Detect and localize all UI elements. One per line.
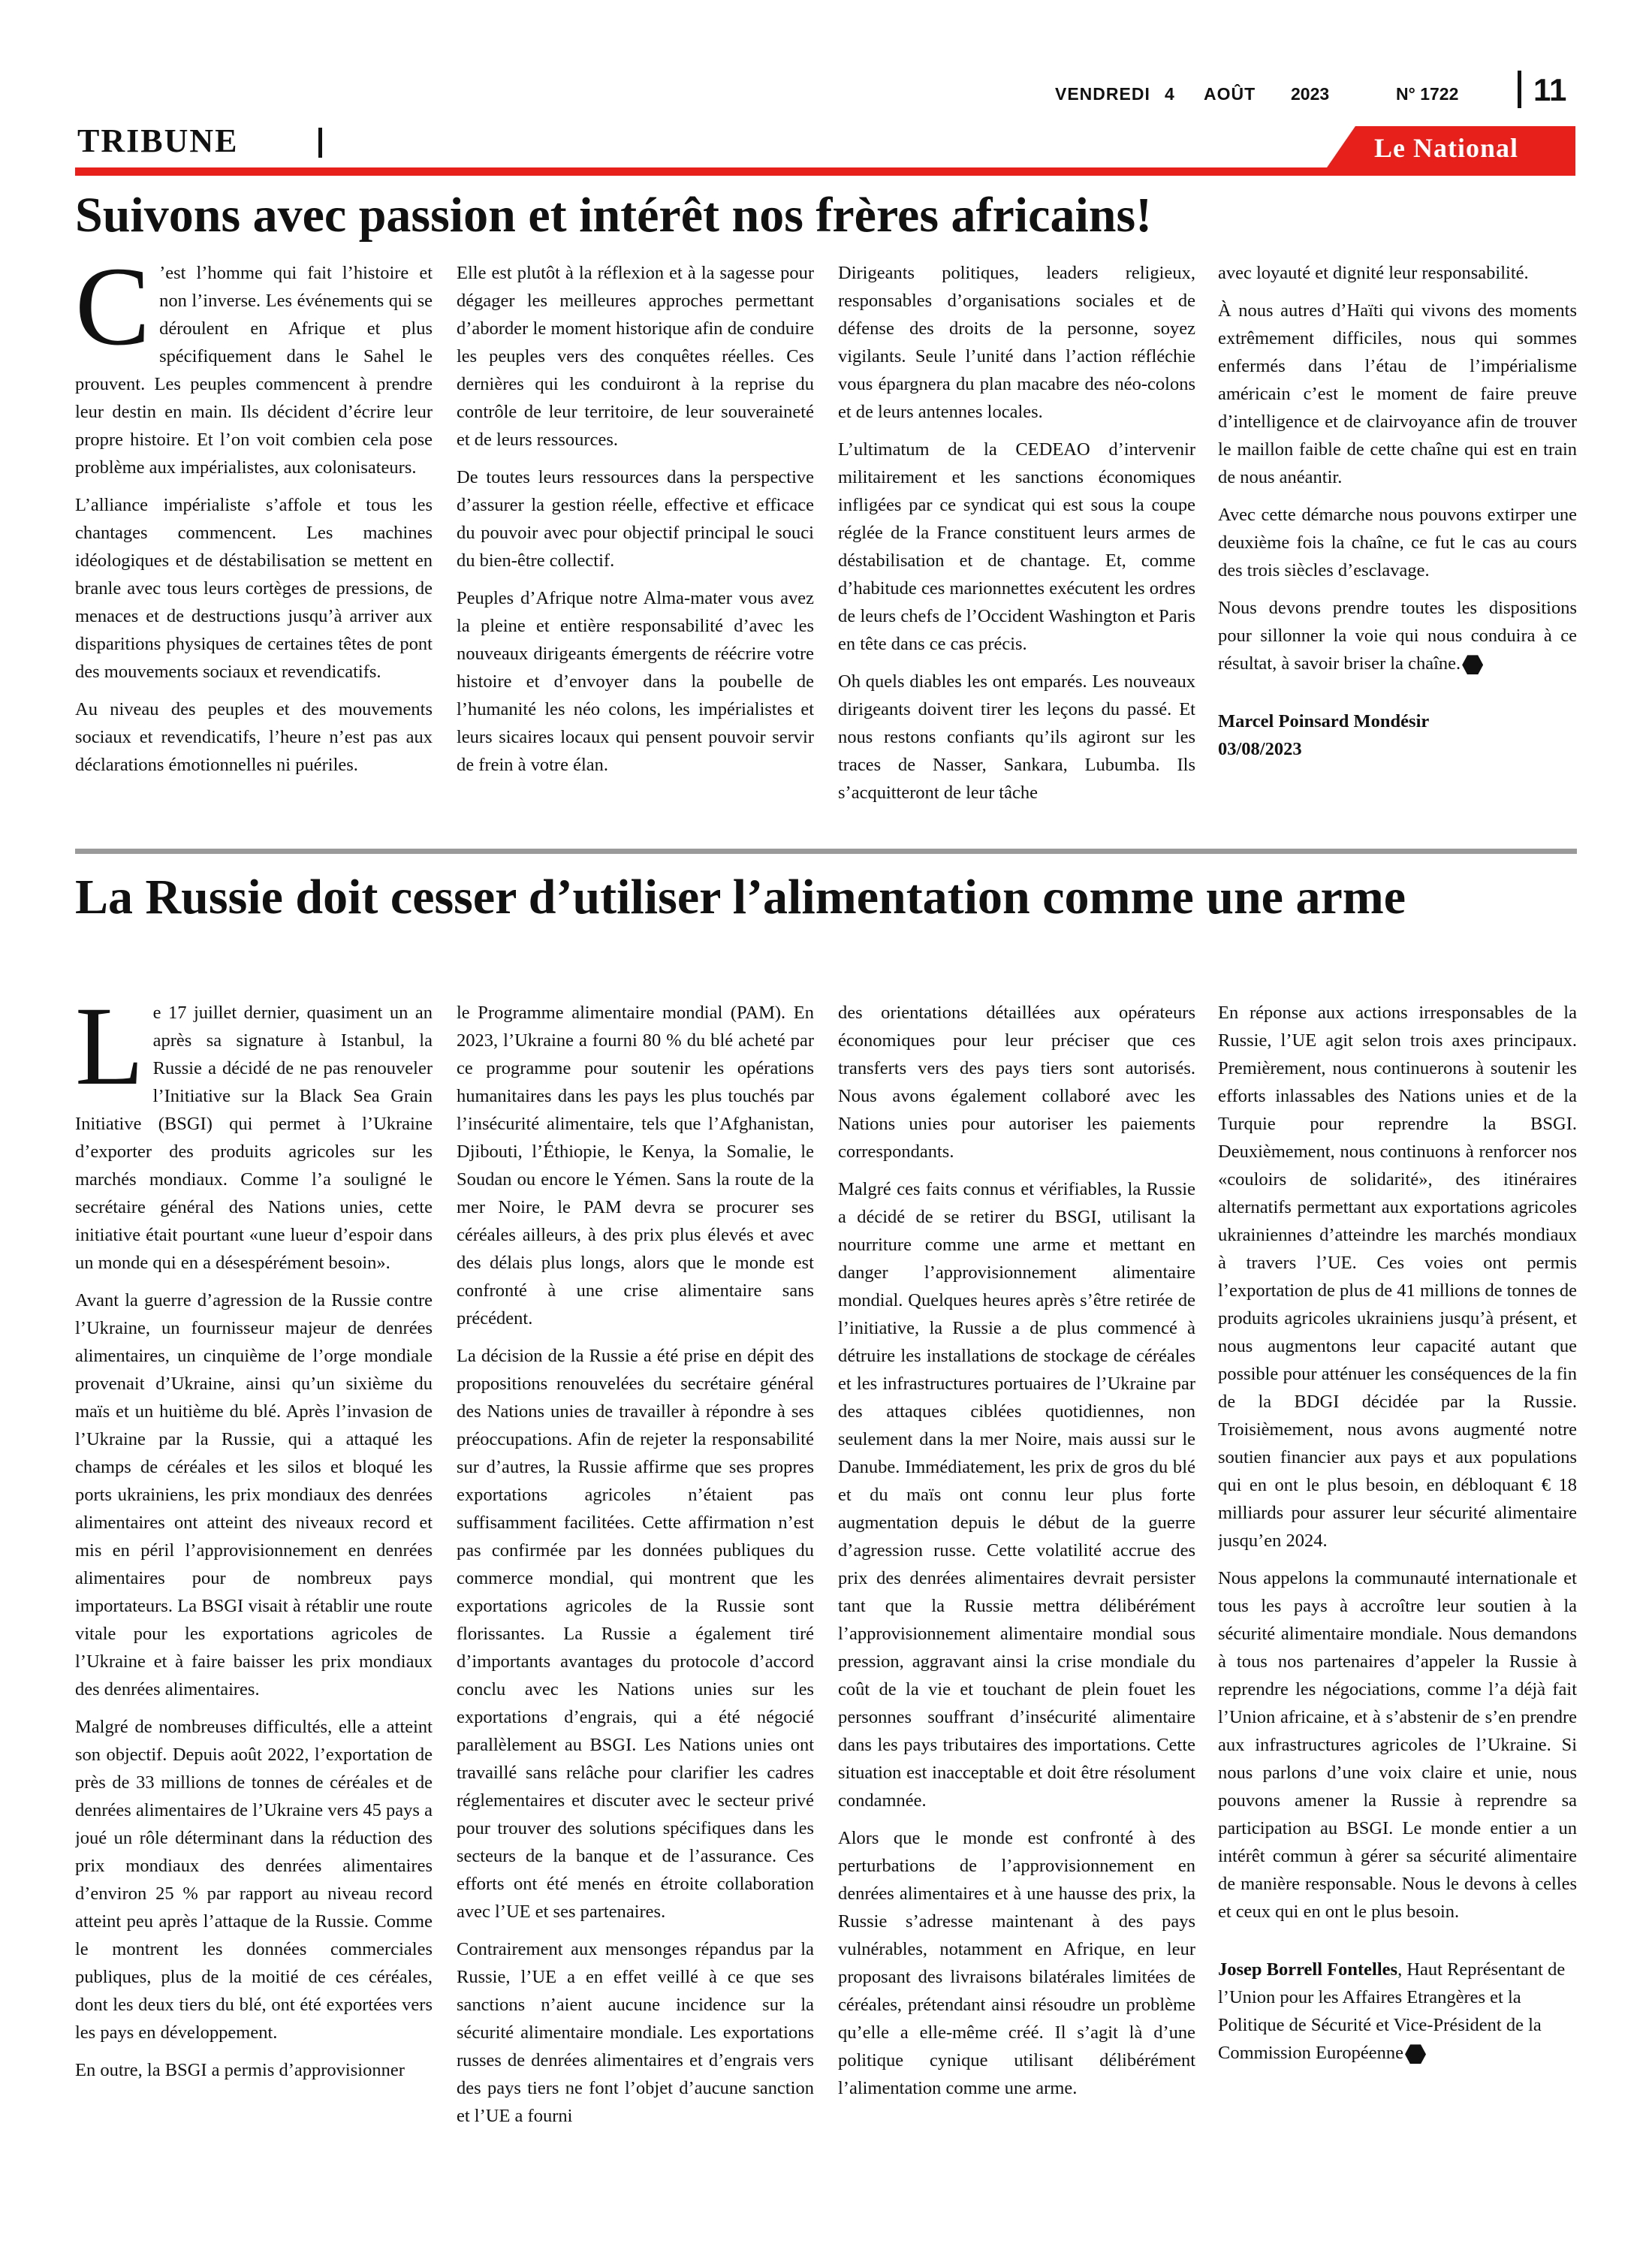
page-number: 11: [1533, 72, 1567, 107]
header-separator: [1518, 71, 1521, 108]
article1-title: Suivons avec passion et intérêt nos frères africains!: [75, 188, 1153, 243]
paragraph: Avec cette démarche nous pouvons extirper une deuxième fois la chaîne, ce fut le cas au cours des trois siècles d’esclavage.: [1218, 505, 1577, 581]
article2-column-4: [1218, 999, 1577, 2230]
end-mark-icon: [1462, 655, 1483, 674]
article1-column-1: [75, 259, 433, 837]
paragraph: De toutes leurs ressources dans la perspective d’assurer la gestion réelle, effective et efficace du pouvoir avec pour objectif principal le souci du bien-être collectif.: [457, 467, 814, 571]
paragraph: L’ultimatum de la CEDEAO d’intervenir militairement et les sanctions économiques infligées par ce syndicat qui est sous la coupe réglée de la France constituent leurs armes de déstabilisation et de chantage. Et, comme d’habitude ces marionnettes exécutent les ordres de leurs chefs de l’Occident Washington et Paris en tête dans ce cas précis.: [838, 439, 1195, 654]
paragraph: En outre, la BSGI a permis d’approvisionner: [75, 2060, 405, 2080]
paragraph: Oh quels diables les ont emparés. Les nouveaux dirigeants doivent tirer les leçons du passé. Et nous restons confiants qu’ils agiront sur les traces de Nasser, Sankara, Lubumba. Ils s’acquitteront de leur tâche: [838, 671, 1195, 803]
paragraph: Alors que le monde est confronté à des perturbations de l’approvisionnement en denrées alimentaires et à une hausse des prix, la Russie s’adresse maintenant à des pays vulnérables, notamment en Afrique, en leur proposant des livraisons bilatérales limitées de céréales, prétendant ainsi résoudre un problème qu’elle a elle-même créé. Il s’agit là d’une politique cynique utilisant délibérément l’alimentation comme une arme.: [838, 1828, 1195, 2098]
paragraph: Elle est plutôt à la réflexion et à la sagesse pour dégager les meilleures approches permettant d’aborder le moment historique afin de conduire les peuples vers des conquêtes réelles. Ces dernières qui les conduiront à la reprise du contrôle de leur territoire, de leur souveraineté et de leurs ressources.: [457, 263, 814, 450]
header-month: AOÛT: [1204, 84, 1256, 104]
paragraph: La décision de la Russie a été prise en dépit des propositions renouvelées du secrétaire général des Nations unies de travailler à répondre à ses préoccupations. Afin de rejeter la responsabilité sur d’autres, la Russie affirme que ses propres exportations agricoles n’étaient pas suffisamment facilitées. Cette affirmation n’est pas confirmée par les données publiques du commerce mondial, qui montrent que les exportations agricoles de la Russie sont florissantes. La Russie a également tiré d’importants avantages du protocole d’accord conclu avec les Nations unies sur les exportations d’engrais, qui a été négocié parallèlement au BSGI. Les Nations unies ont travaillé sans relâche pour clarifier les cadres réglementaires et discuter avec le secteur privé pour trouver des solutions spécifiques dans les secteurs de la banque et de l’assurance. Ces efforts ont été menés en étroite collaboration avec l’UE et ses partenaires.: [457, 1346, 814, 1922]
paragraph: Nous appelons la communauté internationale et tous les pays à accroître leur soutien à la sécurité alimentaire mondiale. Nous demandons à tous nos partenaires d’appeler la Russie à reprendre les négociations, comme l’a déjà fait l’Union africaine, et à s’abstenir de s’en prendre aux infrastructures agricoles de l’Ukraine. Si nous parlons d’une voix claire et unie, nous pouvons amener la Russie à reprendre sa participation au BSGI. Le monde entier a un intérêt commun à gérer sa sécurité alimentaire de manière responsable. Nous le devons à celles et ceux qui en ont le plus besoin.: [1218, 1568, 1577, 1922]
paragraph: Peuples d’Afrique notre Alma-mater vous avez la pleine et entière responsabilité d’avec les nouveaux dirigeants émergents de réécrire votre histoire et d’envoyer dans la poubelle de l’humanité les néo colons, les impérialistes et leurs sicaires locaux qui pensent pouvoir servir de frein à votre élan.: [457, 588, 814, 775]
paragraph: À nous autres d’Haïti qui vivons des moments extrêmement difficiles, nous qui sommes enfermés dans l’étau de l’impérialisme américain c’est le moment de faire preuve d’intelligence et de clairvoyance afin de trouver le maillon faible de cette chaîne qui est en train de nous anéantir.: [1218, 300, 1577, 487]
article2-column-1: [75, 999, 433, 2230]
article2-column-2: [457, 999, 814, 2230]
article1-column-2: [457, 259, 814, 837]
article1-date: 03/08/2023: [1218, 739, 1302, 759]
section-label: TRIBUNE: [77, 122, 239, 159]
header-issue-number: N° 1722: [1396, 84, 1459, 104]
article2-author-title: , Haut Représentant de l’Union pour les Affaires Etrangères et la Politique de Sécurité et Vice-Président de la Commission Européenne: [1218, 1959, 1566, 2063]
paragraph: En réponse aux actions irresponsables de la Russie, l’UE agit selon trois axes principaux. Premièrement, nous continuerons à soutenir les efforts inlassables des Nations unies et de la Turquie pour reprendre la BSGI. Deuxièmement, nous continuons à renforcer nos «couloirs de solidarité», des itinéraires alternatifs permettant aux exportations agricoles ukrainiennes d’atteindre les marchés mondiaux à travers l’UE. Ces voies ont permis l’exportation de plus de 41 millions de tonnes de produits agricoles ukrainiens jusqu’à présent, et nous augmentons leur capacité autant que possible pour atténuer les conséquences de la fin de la BDGI décidée par la Russie. Troisièmement, nous avons augmenté notre soutien financier aux pays et aux populations qui en ont le plus besoin, en débloquant € 18 milliards pour assurer leur sécurité alimentaire jusqu’en 2024.: [1218, 1003, 1577, 1551]
article1-dropcap: C: [75, 259, 151, 369]
paragraph: Contrairement aux mensonges répandus par la Russie, l’UE a en effet veillé à ce que ses sanctions n’aient aucune incidence sur la sécurité alimentaire mondiale. Les exportations russes de denrées alimentaires et d’engrais vers des pays tiers ne font l’objet d’aucune sanction et l’UE a fourni: [457, 1939, 814, 2126]
article-divider: [75, 849, 1577, 854]
paragraph: L’alliance impérialiste s’affole et tous les chantages commencent. Les machines idéologiques et de déstabilisation se mettent en branle avec tous leurs cortèges de pressions, de menaces et de destructions jusqu’à arriver aux disparitions physiques de certaines têtes de pont des mouvements sociaux et revendicatifs.: [75, 495, 433, 682]
article2-dropcap: L: [75, 999, 144, 1108]
paragraph: Au niveau des peuples et des mouvements sociaux et revendicatifs, l’heure n’est pas aux déclarations émotionnelles ni puériles.: [75, 699, 433, 775]
header-rule: [75, 167, 1575, 176]
header-date-number: 4: [1165, 84, 1174, 104]
article2-author: Josep Borrell Fontelles: [1218, 1959, 1398, 1980]
paragraph: avec loyauté et dignité leur responsabilité.: [1218, 263, 1529, 283]
article1-column-4: [1218, 259, 1577, 837]
article1-author: Marcel Poinsard Mondésir: [1218, 711, 1430, 731]
paragraph: des orientations détaillées aux opérateurs économiques pour leur préciser que ces transferts vers des pays tiers sont autorisés. Nous avons également collaboré avec les Nations unies pour autoriser les paiements correspondants.: [838, 1003, 1195, 1162]
section-separator: [318, 128, 322, 158]
article2-title: La Russie doit cesser d’utiliser l’alimentation comme une arme: [75, 870, 1406, 924]
paragraph: Malgré de nombreuses difficultés, elle a atteint son objectif. Depuis août 2022, l’exportation de près de 33 millions de tonnes de céréales et de denrées alimentaires de l’Ukraine vers 45 pays a joué un rôle déterminant dans la réduction des prix mondiaux des denrées alimentaires d’environ 25 % par rapport au niveau record atteint peu après l’attaque de la Russie. Comme le montrent les données commerciales publiques, plus de la moitié de ces céréales, dont les deux tiers du blé, ont été exportées vers les pays en développement.: [75, 1717, 433, 2043]
article2-column-3: [838, 999, 1195, 2230]
paragraph: Nous devons prendre toutes les dispositions pour sillonner la voie qui nous conduira à ce résultat, à savoir briser la chaîne.: [1218, 598, 1577, 674]
paragraph: Malgré ces faits connus et vérifiables, la Russie a décidé de se retirer du BSGI, utilisant la nourriture comme une arme et mettant en danger l’approvisionnement alimentaire mondial. Quelques heures après s’être retirée de l’initiative, la Russie a de plus commencé à détruire les installations de stockage de céréales et les infrastructures portuaires de l’Ukraine par des attaques ciblées quotidiennes, non seulement dans la mer Noire, mais aussi sur le Danube. Immédiatement, les prix de gros du blé et du maïs ont connu leur plus forte augmentation depuis le début de la guerre d’agression russe. Cette volatilité accrue des prix des denrées alimentaires devrait persister tant que la Russie mettra délibérément l’approvisionnement alimentaire mondial sous pression, aggravant ainsi la crise mondiale du coût de la vie et touchant de plein fouet les personnes souffrant d’insécurité alimentaire dans les pays tributaires des importations. Cette situation est inacceptable et doit être résolument condamnée.: [838, 1179, 1195, 1811]
paragraph: e 17 juillet dernier, quasiment un an après sa signature à Istanbul, la Russie a décidé de ne pas renouveler l’Initiative sur la Black Sea Grain Initiative (BSGI) qui permet à l’Ukraine d’exporter des produits agricoles sur les marchés mondiaux. Comme l’a souligné le secrétaire général des Nations unies, cette initiative était pourtant «une lueur d’espoir dans un monde qui en a désespérément besoin».: [75, 1003, 433, 1273]
paragraph: Avant la guerre d’agression de la Russie contre l’Ukraine, un fournisseur majeur de denrées alimentaires, un cinquième de l’orge mondiale provenait d’Ukraine, ainsi qu’un sixième du maïs et un huitième du blé. Après l’invasion de l’Ukraine par la Russie, qui a attaqué les champs de céréales et les silos et bloqué les ports ukrainiens, les prix mondiaux des denrées alimentaires ont atteint des niveaux record et mis en péril l’approvisionnement en denrées alimentaires pour de nombreux pays importateurs. La BSGI visait à rétablir une route vitale pour les exportations agricoles de l’Ukraine et à faire baisser les prix mondiaux des denrées alimentaires.: [75, 1290, 433, 1700]
paragraph: le Programme alimentaire mondial (PAM). En 2023, l’Ukraine a fourni 80 % du blé acheté par ce programme pour soutenir les opérations humanitaires dans les pays les plus touchés par l’insécurité alimentaire, tels que l’Afghanistan, Djibouti, l’Éthiopie, le Kenya, la Somalie, le Soudan ou encore le Yémen. Sans la route de la mer Noire, le PAM devra se procurer ses céréales ailleurs, à des prix plus élevés et avec des délais plus longs, alors que le monde est confronté à une crise alimentaire sans précédent.: [457, 1003, 814, 1329]
paragraph: ’est l’homme qui fait l’histoire et non l’inverse. Les événements qui se déroulent en Afrique et plus spécifiquement dans le Sahel le prouvent. Les peuples commencent à prendre leur destin en main. Ils décident d’écrire leur propre histoire. Et l’on voit combien cela pose problème aux impérialistes, aux colonisateurs.: [75, 263, 433, 478]
article1-column-3: [838, 259, 1195, 837]
end-mark-icon: [1405, 2044, 1426, 2064]
paragraph: Dirigeants politiques, leaders religieux, responsables d’organisations sociales et de défense des droits de la personne, soyez vigilants. Seule l’unité dans l’action réfléchie vous épargnera du plan macabre des néo-colons et de leurs antennes locales.: [838, 263, 1195, 422]
header-day: VENDREDI: [1055, 84, 1150, 104]
header-year: 2023: [1291, 84, 1330, 104]
brand-name: Le National: [1374, 133, 1519, 163]
